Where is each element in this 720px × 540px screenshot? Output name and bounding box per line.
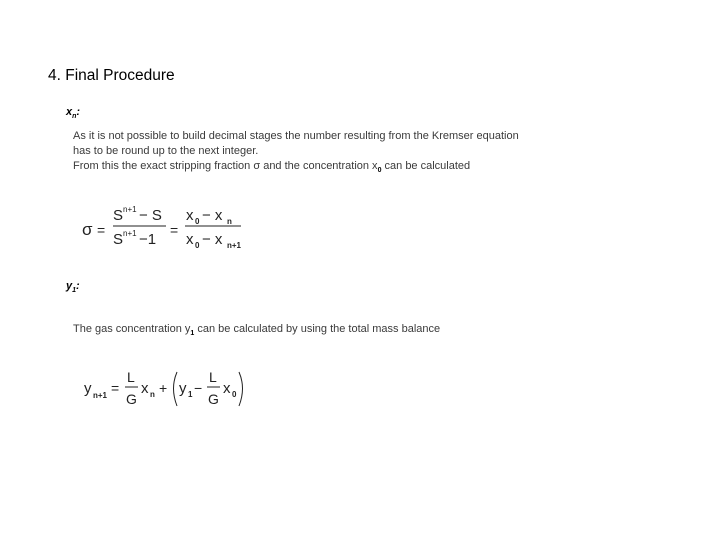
label-suffix: : — [76, 106, 81, 118]
eq-num-x0-sub: 0 — [195, 217, 200, 226]
eq2-minus: − — [194, 380, 203, 396]
eq-num-x0: x — [186, 207, 194, 224]
label-base: x — [66, 106, 73, 118]
xn-line-3-pre: From this the exact stripping fraction σ and the concentration x — [73, 160, 378, 172]
eq-den-x0: x — [186, 231, 194, 248]
y1-line-1-pre: The gas concentration y — [73, 323, 191, 335]
eq2-L2: L — [209, 369, 217, 385]
eq-num-minus-x: − x — [202, 207, 223, 224]
eq2-y: y — [84, 380, 92, 397]
eq-den-minus-x: − x — [202, 231, 223, 248]
eq2-x2-sub: 0 — [232, 390, 237, 399]
eq-den-s-sup: n+1 — [123, 229, 137, 238]
label-base: y — [66, 280, 73, 292]
xn-line-1: As it is not possible to build decimal stages the number resulting from the Kremser equation — [73, 130, 519, 142]
xn-line-3-sub: 0 — [377, 167, 382, 175]
eq-num-s-sup: n+1 — [123, 205, 137, 214]
label-sub: n — [72, 113, 77, 121]
y1-line-1 — [73, 322, 440, 341]
eq2-G1: G — [126, 391, 137, 407]
eq-equals-2: = — [170, 222, 179, 238]
eq-sigma: σ — [82, 220, 93, 239]
eq2-plus: + — [159, 380, 168, 396]
eq2-x2: x — [223, 380, 231, 397]
eq2-x1: x — [141, 380, 149, 397]
xn-paragraph — [73, 129, 519, 178]
label-sub: 1 — [72, 287, 77, 295]
eq2-y1-sub: 1 — [188, 390, 193, 399]
stripping-fraction-equation — [78, 200, 258, 260]
eq-num-xn-sub: n — [227, 217, 232, 226]
eq2-right-paren — [239, 372, 243, 406]
eq-den-x0-sub: 0 — [195, 241, 200, 250]
y1-line-1-post: can be calculated by using the total mass balance — [194, 323, 441, 335]
xn-line-2: has to be round up to the next integer. — [73, 145, 259, 157]
eq-equals-1: = — [97, 222, 106, 238]
xn-line-3-post: can be calculated — [381, 160, 471, 172]
eq-den-s: S — [113, 231, 124, 248]
mass-balance-equation — [82, 366, 257, 414]
eq2-y1: y — [179, 380, 187, 397]
eq2-G2: G — [208, 391, 219, 407]
label-suffix: : — [76, 280, 80, 292]
eq2-equals: = — [111, 380, 120, 396]
eq2-L1: L — [127, 369, 135, 385]
eq-den-xn1-sub: n+1 — [227, 241, 242, 250]
y1-line-1-sub: 1 — [190, 330, 195, 338]
eq2-left-paren — [174, 372, 178, 406]
eq-num-minus-s: − S — [139, 207, 162, 224]
section-label-xn — [66, 106, 80, 120]
y1-paragraph — [73, 322, 440, 341]
eq-num-s: S — [113, 207, 124, 224]
page-title: 4. Final Procedure — [48, 67, 175, 84]
eq-den-minus-1: −1 — [139, 231, 157, 248]
eq2-x1-sub: n — [150, 390, 155, 399]
eq2-y-sub: n+1 — [93, 391, 108, 400]
section-label-y1 — [66, 280, 80, 294]
xn-line-3 — [73, 159, 519, 178]
